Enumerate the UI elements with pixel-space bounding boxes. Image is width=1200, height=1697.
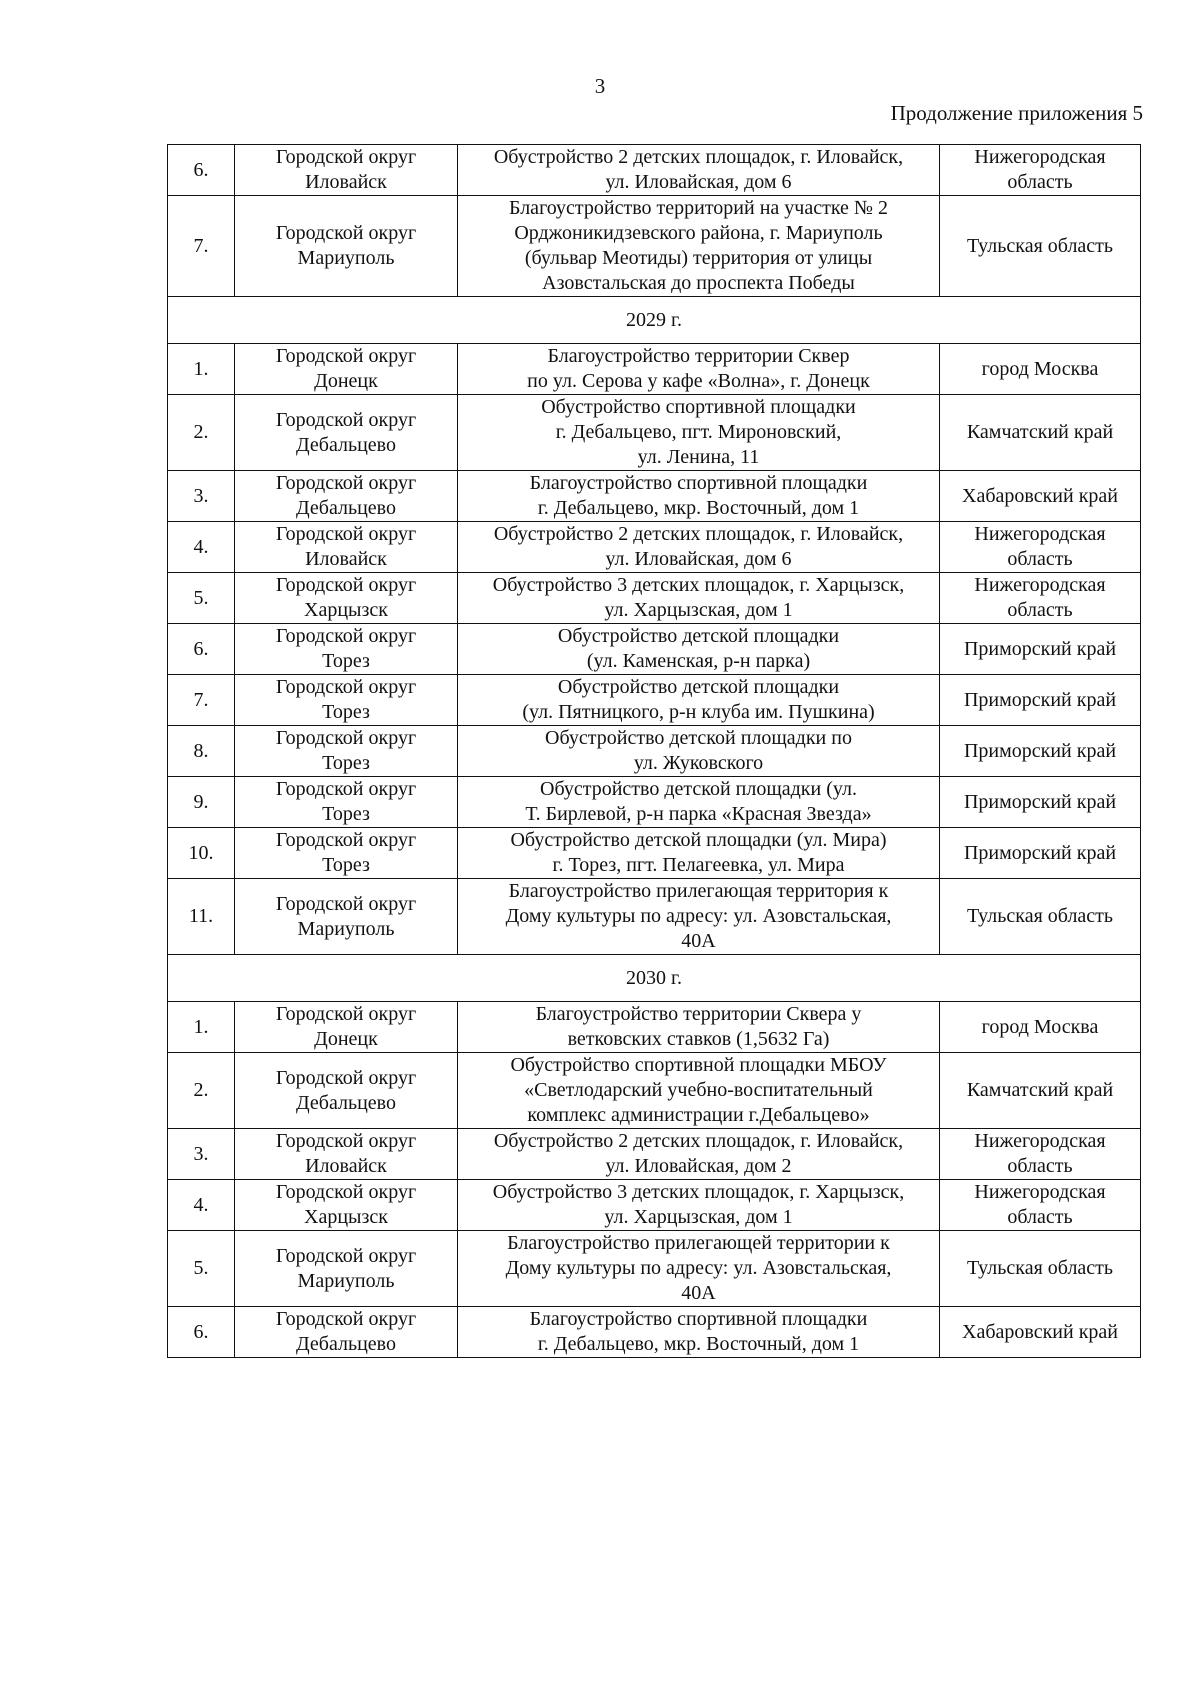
sponsor-region-cell: город Москва [940, 344, 1141, 395]
table-row [168, 879, 1141, 955]
project-description-cell: Обустройство спортивной площадки МБОУ «Светлодарский учебно-воспитательный комплекс администрации г.Дебальцево» [458, 1053, 940, 1129]
row-number-cell: 8. [168, 726, 235, 777]
municipality-cell: Городской округ Торез [235, 777, 458, 828]
project-description-cell: Обустройство 2 детских площадок, г. Иловайск, ул. Иловайская, дом 6 [458, 522, 940, 573]
project-description-cell: Обустройство детской площадки (ул. Мира) г. Торез, пгт. Пелагеевка, ул. Мира [458, 828, 940, 879]
project-description-cell: Обустройство 3 детских площадок, г. Харцызск, ул. Харцызская, дом 1 [458, 573, 940, 624]
municipality-cell: Городской округ Донецк [235, 344, 458, 395]
municipality-cell: Городской округ Торез [235, 828, 458, 879]
sponsor-region-cell: Нижегородская область [940, 145, 1141, 196]
project-description-cell: Благоустройство территории Сквера у ветковских ставков (1,5632 Га) [458, 1002, 940, 1053]
sponsor-region-cell: Хабаровский край [940, 471, 1141, 522]
sponsor-region-cell: Нижегородская область [940, 1180, 1141, 1231]
row-number-cell: 9. [168, 777, 235, 828]
table-row [168, 1053, 1141, 1129]
municipality-cell: Городской округ Донецк [235, 1002, 458, 1053]
municipality-cell: Городской округ Харцызск [235, 573, 458, 624]
row-number-cell: 5. [168, 573, 235, 624]
municipality-cell: Городской округ Мариуполь [235, 1231, 458, 1307]
municipality-cell: Городской округ Торез [235, 675, 458, 726]
projects-table [167, 144, 1141, 1358]
sponsor-region-cell: Тульская область [940, 879, 1141, 955]
table-row [168, 471, 1141, 522]
municipality-cell: Городской округ Торез [235, 726, 458, 777]
sponsor-region-cell: Хабаровский край [940, 1307, 1141, 1358]
sponsor-region-cell: Камчатский край [940, 1053, 1141, 1129]
table-row [168, 344, 1141, 395]
row-number-cell: 7. [168, 196, 235, 297]
project-description-cell: Благоустройство прилегающей территории к Дому культуры по адресу: ул. Азовстальская, 40А [458, 1231, 940, 1307]
municipality-cell: Городской округ Дебальцево [235, 1307, 458, 1358]
row-number-cell: 3. [168, 471, 235, 522]
annex-title: Продолжение приложения 5 [890, 101, 1143, 125]
row-number-cell: 3. [168, 1129, 235, 1180]
table-row [168, 196, 1141, 297]
table-row [168, 1129, 1141, 1180]
year-row [168, 297, 1141, 344]
row-number-cell: 1. [168, 344, 235, 395]
table-row [168, 1002, 1141, 1053]
row-number-cell: 5. [168, 1231, 235, 1307]
sponsor-region-cell: город Москва [940, 1002, 1141, 1053]
row-number-cell: 6. [168, 145, 235, 196]
municipality-cell: Городской округ Дебальцево [235, 395, 458, 471]
projects-table-body [168, 145, 1141, 1358]
row-number-cell: 6. [168, 1307, 235, 1358]
project-description-cell: Обустройство детской площадки (ул. Т. Бирлевой, р-н парка «Красная Звезда» [458, 777, 940, 828]
table-row [168, 726, 1141, 777]
year-row [168, 955, 1141, 1002]
row-number-cell: 7. [168, 675, 235, 726]
row-number-cell: 2. [168, 1053, 235, 1129]
table-row [168, 145, 1141, 196]
project-description-cell: Обустройство 2 детских площадок, г. Иловайск, ул. Иловайская, дом 6 [458, 145, 940, 196]
project-description-cell: Благоустройство спортивной площадки г. Дебальцево, мкр. Восточный, дом 1 [458, 471, 940, 522]
sponsor-region-cell: Приморский край [940, 777, 1141, 828]
project-description-cell: Благоустройство территории Сквер по ул. Серова у кафе «Волна», г. Донецк [458, 344, 940, 395]
municipality-cell: Городской округ Иловайск [235, 522, 458, 573]
municipality-cell: Городской округ Дебальцево [235, 1053, 458, 1129]
table-row [168, 1180, 1141, 1231]
project-description-cell: Благоустройство спортивной площадки г. Дебальцево, мкр. Восточный, дом 1 [458, 1307, 940, 1358]
project-description-cell: Обустройство 2 детских площадок, г. Иловайск, ул. Иловайская, дом 2 [458, 1129, 940, 1180]
sponsor-region-cell: Нижегородская область [940, 1129, 1141, 1180]
sponsor-region-cell: Нижегородская область [940, 573, 1141, 624]
project-description-cell: Обустройство детской площадки (ул. Пятницкого, р-н клуба им. Пушкина) [458, 675, 940, 726]
table-row [168, 573, 1141, 624]
municipality-cell: Городской округ Мариуполь [235, 196, 458, 297]
row-number-cell: 6. [168, 624, 235, 675]
row-number-cell: 4. [168, 522, 235, 573]
municipality-cell: Городской округ Иловайск [235, 145, 458, 196]
sponsor-region-cell: Приморский край [940, 624, 1141, 675]
project-description-cell: Благоустройство прилегающая территория к Дому культуры по адресу: ул. Азовстальская, 40А [458, 879, 940, 955]
year-heading: 2030 г. [168, 955, 1141, 1002]
row-number-cell: 4. [168, 1180, 235, 1231]
municipality-cell: Городской округ Торез [235, 624, 458, 675]
sponsor-region-cell: Приморский край [940, 675, 1141, 726]
sponsor-region-cell: Приморский край [940, 726, 1141, 777]
year-heading: 2029 г. [168, 297, 1141, 344]
page-number: 3 [594, 74, 606, 98]
row-number-cell: 2. [168, 395, 235, 471]
municipality-cell: Городской округ Иловайск [235, 1129, 458, 1180]
project-description-cell: Обустройство спортивной площадки г. Дебальцево, пгт. Мироновский, ул. Ленина, 11 [458, 395, 940, 471]
table-row [168, 828, 1141, 879]
sponsor-region-cell: Тульская область [940, 196, 1141, 297]
row-number-cell: 11. [168, 879, 235, 955]
municipality-cell: Городской округ Дебальцево [235, 471, 458, 522]
table-row [168, 624, 1141, 675]
row-number-cell: 1. [168, 1002, 235, 1053]
table-row [168, 395, 1141, 471]
municipality-cell: Городской округ Мариуполь [235, 879, 458, 955]
table-row [168, 522, 1141, 573]
project-description-cell: Обустройство детской площадки (ул. Каменская, р-н парка) [458, 624, 940, 675]
table-row [168, 675, 1141, 726]
sponsor-region-cell: Камчатский край [940, 395, 1141, 471]
table-row [168, 1231, 1141, 1307]
municipality-cell: Городской округ Харцызск [235, 1180, 458, 1231]
table-row [168, 777, 1141, 828]
project-description-cell: Обустройство 3 детских площадок, г. Харцызск, ул. Харцызская, дом 1 [458, 1180, 940, 1231]
row-number-cell: 10. [168, 828, 235, 879]
sponsor-region-cell: Тульская область [940, 1231, 1141, 1307]
project-description-cell: Обустройство детской площадки по ул. Жуковского [458, 726, 940, 777]
project-description-cell: Благоустройство территорий на участке № 2 Орджоникидзевского района, г. Мариуполь (бульвар Меотиды) территория от улицы Азовстальская до проспекта Победы [458, 196, 940, 297]
sponsor-region-cell: Нижегородская область [940, 522, 1141, 573]
sponsor-region-cell: Приморский край [940, 828, 1141, 879]
table-row [168, 1307, 1141, 1358]
